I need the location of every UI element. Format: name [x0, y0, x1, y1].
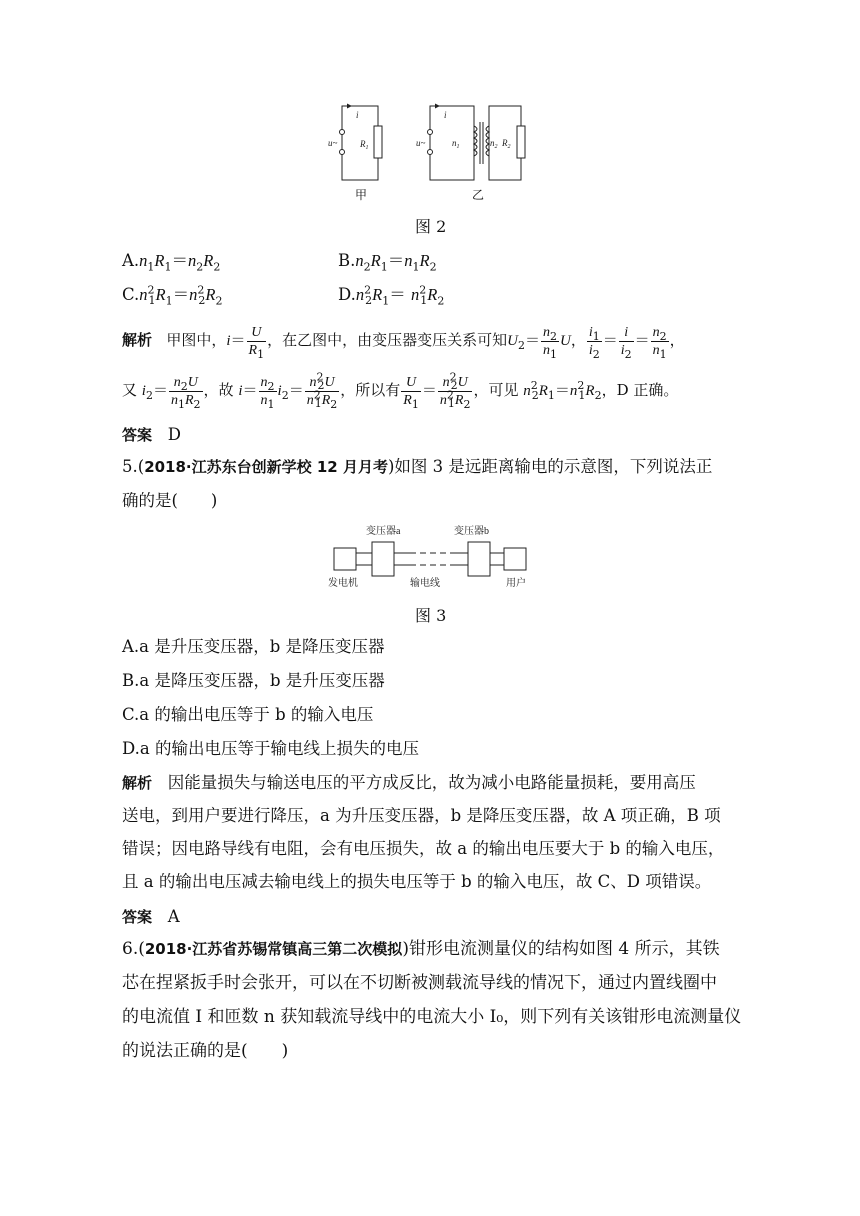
q4-answer: [122, 424, 181, 446]
analysis-label: 解析: [122, 774, 153, 792]
svg-text:n1: $n_1$: [452, 138, 460, 150]
svg-text:i: i: [356, 110, 359, 120]
fig3-label-user: 用户: [506, 578, 526, 589]
q5-source: 2018·江苏东台创新学校 12 月月考: [144, 458, 388, 476]
q6-stem-line-3: 的电流值 I 和匝数 n 获知载流导线中的电流大小 I₀，则下列有关该钳形电流测量仪: [122, 1007, 742, 1027]
q5-answer: [122, 906, 180, 928]
fig3-label-transformer-b: 变压器b: [454, 526, 489, 537]
figure-3-caption: 图 3: [415, 606, 447, 625]
q6-stem-line-1: 6.(2018·江苏省苏锡常镇高三第二次模拟)钳形电流测量仪的结构如图 4 所示，其铁: [122, 939, 720, 959]
q5-analysis-line-1: 解析 因能量损失与输送电压的平方成反比，故为减小电路能量损耗，要用高压: [122, 773, 696, 792]
q4-option-d: $D.n^2_2R_1= n^2_1R_2$: [338, 283, 445, 308]
svg-text:u~: u~: [328, 138, 338, 148]
q4-option-c: $C.n^2_1R_1=n^2_2R_2$: [122, 283, 223, 308]
q5-stem-line-2: 确的是( ): [122, 491, 218, 510]
answer-label: 答案: [122, 908, 153, 926]
answer-value: D: [167, 425, 181, 444]
q5-option-d: D.a 的输出电压等于输电线上损失的电压: [122, 739, 419, 758]
q4-analysis-line-1: 解析 甲图中，i＝ $\frac{U}{R_1}$ ，在乙图中，由变压器变压关系可知$U_2=$ $\frac{n_2}{n_1}$ U， $\frac{i_1}{i_2}$ ＝ $\frac{i}{i_2}$ ＝ $\frac{n_2}{n_1}$ ，: [122, 324, 685, 361]
analysis-label: 解析: [122, 331, 153, 349]
fig3-label-generator: 发电机: [328, 578, 358, 589]
q5-analysis-line-4: 且 a 的输出电压减去输电线上的损失电压等于 b 的输入电压，故 C、D 项错误。: [122, 872, 712, 891]
svg-text:u~: u~: [416, 138, 426, 148]
q5-analysis-line-3: 错误；因电路导线有电阻，会有电压损失，故 a 的输出电压要大于 b 的输入电压，: [122, 839, 725, 858]
fig3-label-transformer-a: 变压器a: [366, 526, 401, 537]
q6-source: 2018·江苏省苏锡常镇高三第二次模拟: [144, 940, 403, 958]
q6-stem-line-2: 芯在捏紧扳手时会张开，可以在不切断被测载流导线的情况下，通过内置线圈中: [122, 973, 717, 993]
fig3-label-line: 输电线: [410, 578, 440, 589]
answer-label: 答案: [122, 426, 153, 444]
svg-text:i: i: [444, 110, 447, 120]
q5-option-c: C.a 的输出电压等于 b 的输入电压: [122, 705, 374, 724]
q5-option-a: A.a 是升压变压器，b 是降压变压器: [122, 637, 385, 656]
figure-2-label-left: 甲: [355, 188, 368, 202]
q6-stem-line-4: 的说法正确的是( ): [122, 1041, 289, 1061]
q4-option-a: $A.n_1R_1=n_2R_2$: [122, 251, 221, 274]
q4-analysis-line-2: 又 $i_2=$ $\frac{n_2U}{n_1R_2}$ ，故 i＝ $\frac{n_2}{n_1}$ $i_2=$ $\frac{n^2_2U}{n^2_1R_2}$ ，所以有 $\frac{U}{R_1}$ ＝ $\frac{n^2_2U}{n^2_1R_2}$ ，可见 $n^2_2R_1=n^2_1R_2$，D 正确。: [122, 369, 679, 411]
svg-text:n2: $n_2$: [490, 138, 498, 150]
q4-option-b: $B.n_2R_1=n_1R_2$: [338, 251, 437, 274]
q5-stem-line-1: 5.(2018·江苏东台创新学校 12 月月考)如图 3 是远距离输电的示意图，下列说法正: [122, 457, 713, 476]
q5-option-b: B.a 是降压变压器，b 是升压变压器: [122, 671, 385, 690]
svg-text:R2: $R_2$: [502, 138, 511, 150]
figure-2-caption: 图 2: [415, 217, 447, 236]
answer-value: A: [167, 907, 180, 926]
figure-2-label-right: 乙: [472, 188, 485, 202]
svg-text:R1: $R_1$: [360, 139, 369, 151]
figure-3-transmission: [328, 520, 536, 596]
q5-analysis-line-2: 送电，到用户要进行降压，a 为升压变压器，b 是降压变压器，故 A 项正确，B 项: [122, 806, 721, 825]
figure-2-circuits: [320, 96, 540, 206]
